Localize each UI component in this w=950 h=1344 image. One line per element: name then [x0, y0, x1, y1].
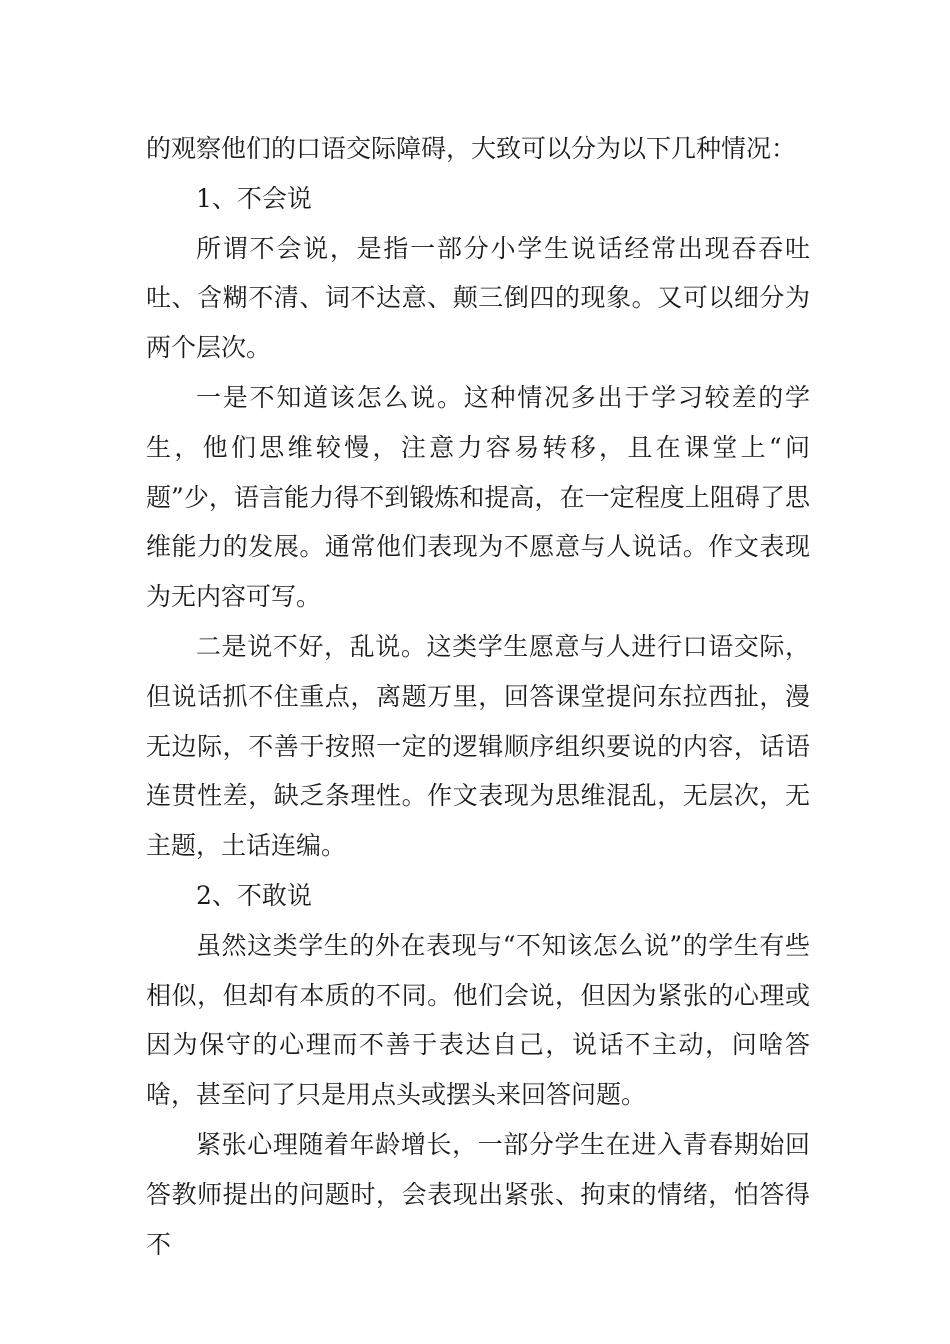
paragraph: 紧张心理随着年龄增长，一部分学生在进入青春期始回答教师提出的问题时，会表现出紧张、拘束的情绪，怕答得不: [146, 1129, 810, 1259]
paragraph-continuation: 的观察他们的口语交际障碍，大致可以分为以下几种情况：: [146, 134, 797, 163]
section-heading-1: 1、不会说: [196, 183, 312, 213]
paragraph: 所谓不会说，是指一部分小学生说话经常出现吞吞吐吐、含糊不清、词不达意、颠三倒四的现象。又可以细分为两个层次。: [146, 233, 810, 363]
paragraph: 虽然这类学生的外在表现与“不知该怎么说”的学生有些相似，但却有本质的不同。他们会说，但因为紧张的心理或因为保守的心理而不善于表达自己，说话不主动，问啥答啥，甚至问了只是用点头或摆头来回答问题。: [146, 930, 810, 1110]
section-heading-2: 2、不敢说: [196, 880, 312, 910]
paragraph: 二是说不好，乱说。这类学生愿意与人进行口语交际，但说话抓不住重点，离题万里，回答课堂提问东拉西扯，漫无边际，不善于按照一定的逻辑顺序组织要说的内容，话语连贯性差，缺乏条理性。作文表现为思维混乱，无层次，无主题，土话连编。: [146, 631, 810, 861]
document-page: [146, 124, 810, 1269]
paragraph: 一是不知道该怎么说。这种情况多出于学习较差的学生，他们思维较慢，注意力容易转移，且在课堂上“问题”少，语言能力得不到锻炼和提高，在一定程度上阻碍了思维能力的发展。通常他们表现为不愿意与人说话。作文表现为无内容可写。: [146, 382, 810, 612]
